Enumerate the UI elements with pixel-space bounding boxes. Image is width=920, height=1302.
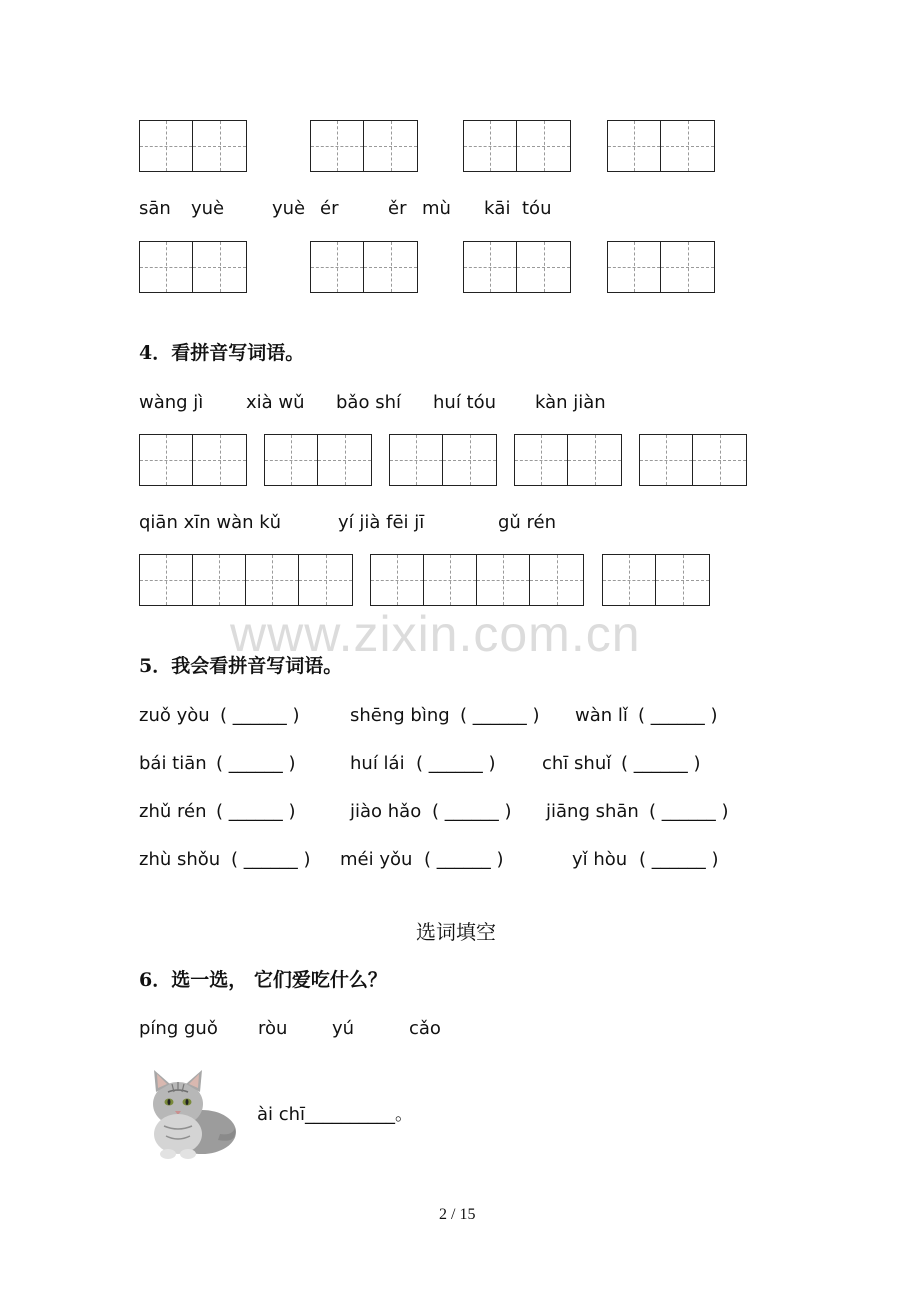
char-grid[interactable] [264, 434, 372, 486]
char-grid[interactable] [607, 241, 715, 293]
char-grid[interactable] [639, 434, 747, 486]
answer-blank[interactable]: ( ______ ) [424, 849, 504, 870]
char-grid[interactable] [514, 434, 622, 486]
option: yú [332, 1018, 355, 1039]
answer-blank[interactable]: ( ______ ) [216, 801, 296, 822]
pinyin: zuǒ yòu [139, 705, 210, 726]
answer-blank[interactable]: ( ______ ) [432, 801, 512, 822]
answer-blank[interactable]: ( ______ ) [460, 705, 540, 726]
option: ròu [258, 1018, 288, 1039]
char-grid[interactable] [607, 120, 715, 172]
char-grid[interactable] [463, 120, 571, 172]
pinyin: shēng bìng [350, 705, 450, 726]
pinyin: ěr [388, 198, 407, 219]
pinyin: sān [139, 198, 171, 219]
pinyin: ér [320, 198, 339, 219]
section-title: 选词填空 [416, 920, 496, 944]
pinyin: bǎo shí [336, 392, 401, 413]
answer-blank[interactable]: ( ______ ) [231, 849, 311, 870]
pinyin: yí jià fēi jī [338, 512, 425, 533]
pinyin: huí lái [350, 753, 405, 774]
answer-blank[interactable]: ( ______ ) [649, 801, 729, 822]
pinyin: wàng jì [139, 392, 204, 413]
question-title: 6．选一选， 它们爱吃什么？ [139, 969, 387, 991]
char-grid[interactable] [310, 120, 418, 172]
pinyin: huí tóu [433, 392, 497, 413]
answer-blank[interactable]: ( ______ ) [216, 753, 296, 774]
char-grid[interactable] [139, 120, 247, 172]
pinyin: bái tiān [139, 753, 207, 774]
char-grid[interactable] [310, 241, 418, 293]
option: cǎo [409, 1018, 441, 1039]
char-grid[interactable] [139, 241, 247, 293]
watermark: www.zixin.com.cn [230, 606, 641, 662]
pinyin: zhǔ rén [139, 801, 207, 822]
pinyin: méi yǒu [340, 849, 413, 870]
char-grid[interactable] [463, 241, 571, 293]
pinyin: kāi [484, 198, 511, 219]
pinyin: jiāng shān [546, 801, 639, 822]
page-number: 2 / 15 [439, 1206, 476, 1223]
pinyin: yuè [191, 198, 225, 219]
answer-blank[interactable]: ( ______ ) [621, 753, 701, 774]
question-title: 5．我会看拼音写词语。 [139, 655, 343, 677]
question-title: 4．看拼音写词语。 [139, 342, 305, 364]
pinyin: wàn lǐ [575, 705, 628, 726]
pinyin: kàn jiàn [535, 392, 606, 413]
answer-blank[interactable]: ( ______ ) [220, 705, 300, 726]
char-grid[interactable] [602, 554, 710, 606]
char-grid[interactable] [139, 554, 353, 606]
cat-image [140, 1062, 240, 1162]
answer-blank[interactable]: ( ______ ) [639, 849, 719, 870]
answer-blank[interactable]: ( ______ ) [638, 705, 718, 726]
char-grid[interactable] [370, 554, 584, 606]
char-grid[interactable] [139, 434, 247, 486]
pinyin: yuè [272, 198, 306, 219]
pinyin: mù [422, 198, 451, 219]
answer-sentence[interactable]: ài chī__________。 [257, 1104, 414, 1125]
char-grid[interactable] [389, 434, 497, 486]
answer-blank[interactable]: ( ______ ) [416, 753, 496, 774]
pinyin: qiān xīn wàn kǔ [139, 512, 282, 533]
pinyin: gǔ rén [498, 512, 557, 533]
pinyin: jiào hǎo [350, 801, 422, 822]
option: píng guǒ [139, 1018, 218, 1039]
pinyin: xià wǔ [246, 392, 305, 413]
pinyin: yǐ hòu [572, 849, 628, 870]
pinyin: chī shuǐ [542, 753, 612, 774]
pinyin: tóu [522, 198, 552, 219]
pinyin: zhù shǒu [139, 849, 221, 870]
